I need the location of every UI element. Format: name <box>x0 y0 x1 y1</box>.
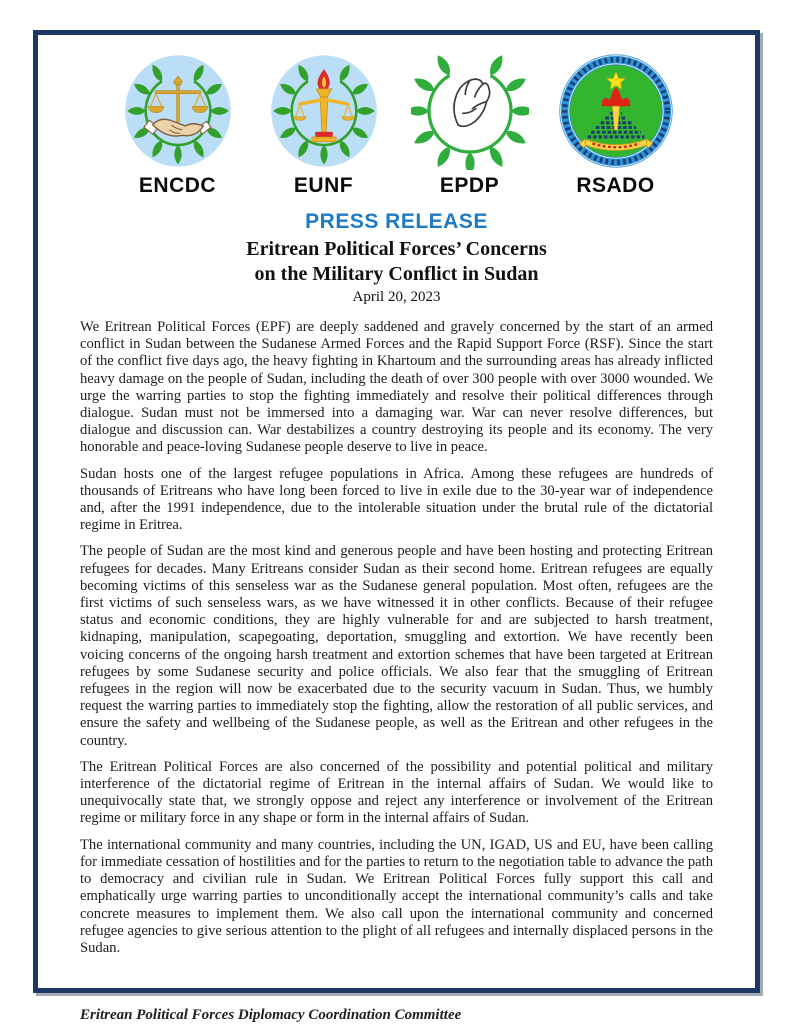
document-date: April 20, 2023 <box>352 289 441 305</box>
rsado-label: RSADO <box>576 174 655 197</box>
paragraph-2: Sudan hosts one of the largest refugee populations in Africa. Among these refugees are hundreds of thousands of Eritreans who have long been forced to live in exile due to the 30-year war of independence and, after the 1991 independence, due to the intolerable situation under the brutal rule of the dictatorial regime in Eritrea. <box>80 465 713 534</box>
document-page-border <box>33 30 760 1024</box>
encdc-label: ENCDC <box>138 174 217 197</box>
epdp-logo-icon <box>411 52 529 170</box>
logo-block-encdc <box>105 52 251 198</box>
eunf-label: EUNF <box>293 174 354 197</box>
document-title-line2: on the Military Conflict in Sudan <box>254 263 539 285</box>
signature-line: Eritrean Political Forces Diplomacy Coordination Committee <box>80 1007 462 1024</box>
logo-block-rsado <box>543 52 689 198</box>
logo-block-eunf <box>251 52 397 198</box>
paragraph-5: The international community and many countries, including the UN, IGAD, US and EU, have been calling for immediate cessation of hostilities and for the parties to return to the negotiation table to advance the path to democracy and civilian rule in Sudan. We Eritrean Political Forces fully support this call and emphatically urge warring parties to unconditionally accept the international community’s calls and take concrete measures to implement them. We also call upon the international community and concerned refugee agencies to give serious attention to the plight of all refugees and internally displaced persons in the Sudan. <box>80 836 714 956</box>
logo-block-epdp <box>397 52 543 198</box>
document-title <box>38 237 755 287</box>
document-body <box>38 306 755 957</box>
document-title-line1: Eritrean Political Forces’ Concerns <box>246 238 547 260</box>
rsado-logo-icon <box>557 52 675 170</box>
encdc-logo-icon <box>123 52 233 170</box>
eunf-logo-icon <box>269 52 379 170</box>
paragraph-1: We Eritrean Political Forces (EPF) are deeply saddened and gravely concerned by the start of an armed conflict in Sudan between the Sudanese Armed Forces and the Rapid Support Force (RSF). Since the start of the conflict five days ago, the heavy fighting in Khartoum and the surrounding areas has already inflicted heavy damage on the people of Sudan, including the death of over 300 people with over 3000 wounded. We urge the warring parties to stop the fighting immediately and resolve their political differences through dialogue. Sudan must not be immersed into a damaging war. War can never resolve differences, but dialogue and discussion can. War destabilizes a country destroying its people and its economy. The very honorable and peace-loving Sudanese people deserve to live in peace. <box>80 319 713 456</box>
organization-logos-row <box>38 52 755 198</box>
paragraph-4: The Eritrean Political Forces are also concerned of the possibility and potential political and military interference of the dictatorial regime of Eritrean in the internal affairs of Sudan. We would like to unequivocally state that, we strongly oppose and reject any interference or involvement of the Eritrean regime or military force in any shape or form in the internal affairs of Sudan. <box>80 758 713 827</box>
press-release-heading: PRESS RELEASE <box>305 210 488 233</box>
epdp-label: EPDP <box>439 174 500 197</box>
paragraph-3: The people of Sudan are the most kind and generous people and have been hosting and protecting Eritrean refugees for decades. Many Eritreans consider Sudan as their second home. Eritrean refugees are equally becoming victims of this senseless war as the Sudanese general population. Most often, refugees are the first victims of such senseless wars, as we have witnessed it in other conflicts. Because of their refugee status and economic conditions, they are highly vulnerable for and are subjected to harsh treatment, kidnaping, manipulation, scapegoating, deportation, smuggling and extortion. We have recently been voicing concerns of the ongoing harsh treatment and extortion schemes that have been targeted at Eritrean refugees by some Sudanese security and police officials. We also fear that the smuggling of Eritrean refugees in the region will now be exacerbated due to the security vacuum in Sudan. Thus, we humbly request the warring parties to immediately stop the fighting, allow the restoration of all public services, and ensure the safety and wellbeing of the Sudanese people, as well as the Eritrean and other refugees in the country. <box>80 543 713 749</box>
